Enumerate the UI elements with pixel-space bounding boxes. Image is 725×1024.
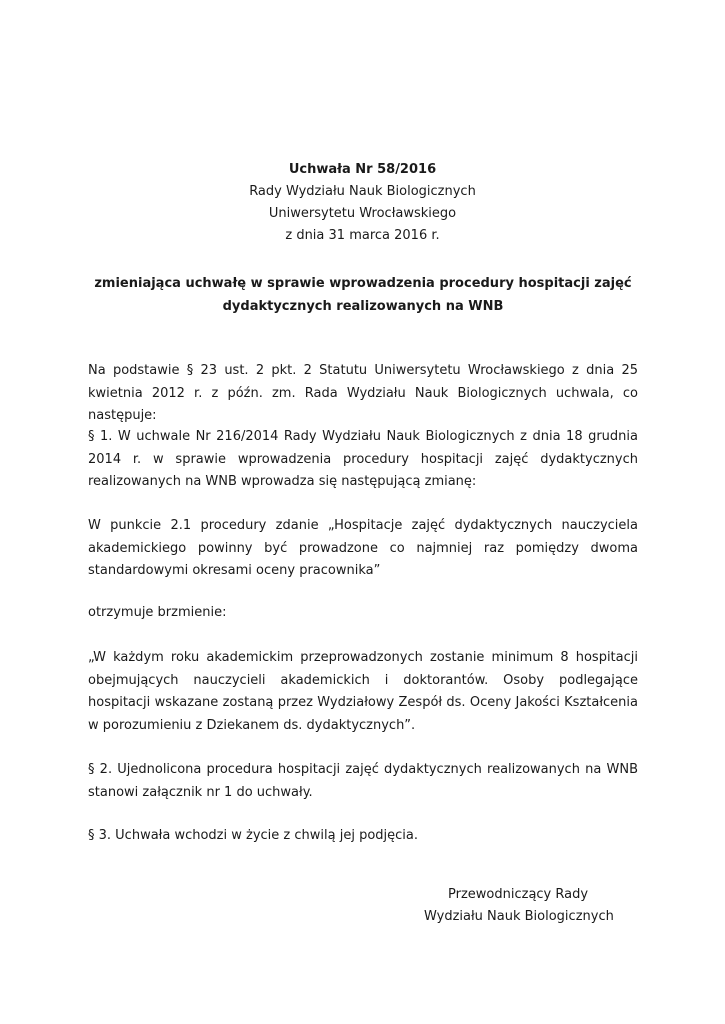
legal-basis-paragraph: Na podstawie § 23 ust. 2 pkt. 2 Statutu Uniwersytetu Wrocławskiego z dnia 25 kwietnia 2012 r. z późn. zm. Rada Wydziału Nauk Biologicznych uchwala, co następuje: [88,363,638,423]
resolution-subject [88,272,638,318]
signature-block [400,884,640,928]
university-name: Uniwersytetu Wrocławskiego [268,206,457,221]
subject-line-1: zmieniająca uchwałę w sprawie wprowadzenia procedury hospitacji zajęć [94,276,632,291]
section-3-paragraph: § 3. Uchwała wchodzi w życie z chwilą jej podjęcia. [88,828,419,843]
signature-faculty: Wydziału Nauk Biologicznych [424,909,614,924]
point-2-1-paragraph: W punkcie 2.1 procedury zdanie „Hospitacje zajęć dydaktycznych nauczyciela akademickiego powinny być prowadzone co najmniej raz pomiędzy dwoma standardowymi okresami oceny pracownika” [88,518,638,578]
signature-title: Przewodniczący Rady [448,887,589,902]
resolution-header [0,159,725,247]
subject-line-2: dydaktycznych realizowanych na WNB [222,299,504,314]
section-1-paragraph: § 1. W uchwale Nr 216/2014 Rady Wydziału Nauk Biologicznych z dnia 18 grudnia 2014 r. w sprawie wprowadzenia procedury hospitacji zajęć dydaktycznych realizowanych na WNB wprowadza się następującą zmianę: [88,429,638,489]
new-wording-quote: „W każdym roku akademickim przeprowadzonych zostanie minimum 8 hospitacji obejmujących nauczycieli akademickich i doktorantów. Osoby podlegające hospitacji wskazane zostaną przez Wydziałowy Zespół ds. Oceny Jakości Kształcenia w porozumieniu z Dziekanem ds. dydaktycznych”. [88,650,638,733]
resolution-title: Uchwała Nr 58/2016 [288,162,437,177]
council-name: Rady Wydziału Nauk Biologicznych [249,184,476,199]
receives-wording-paragraph: otrzymuje brzmienie: [88,605,227,620]
resolution-date: z dnia 31 marca 2016 r. [285,228,440,243]
section-2-paragraph: § 2. Ujednolicona procedura hospitacji zajęć dydaktycznych realizowanych na WNB stanowi załącznik nr 1 do uchwały. [88,762,638,800]
